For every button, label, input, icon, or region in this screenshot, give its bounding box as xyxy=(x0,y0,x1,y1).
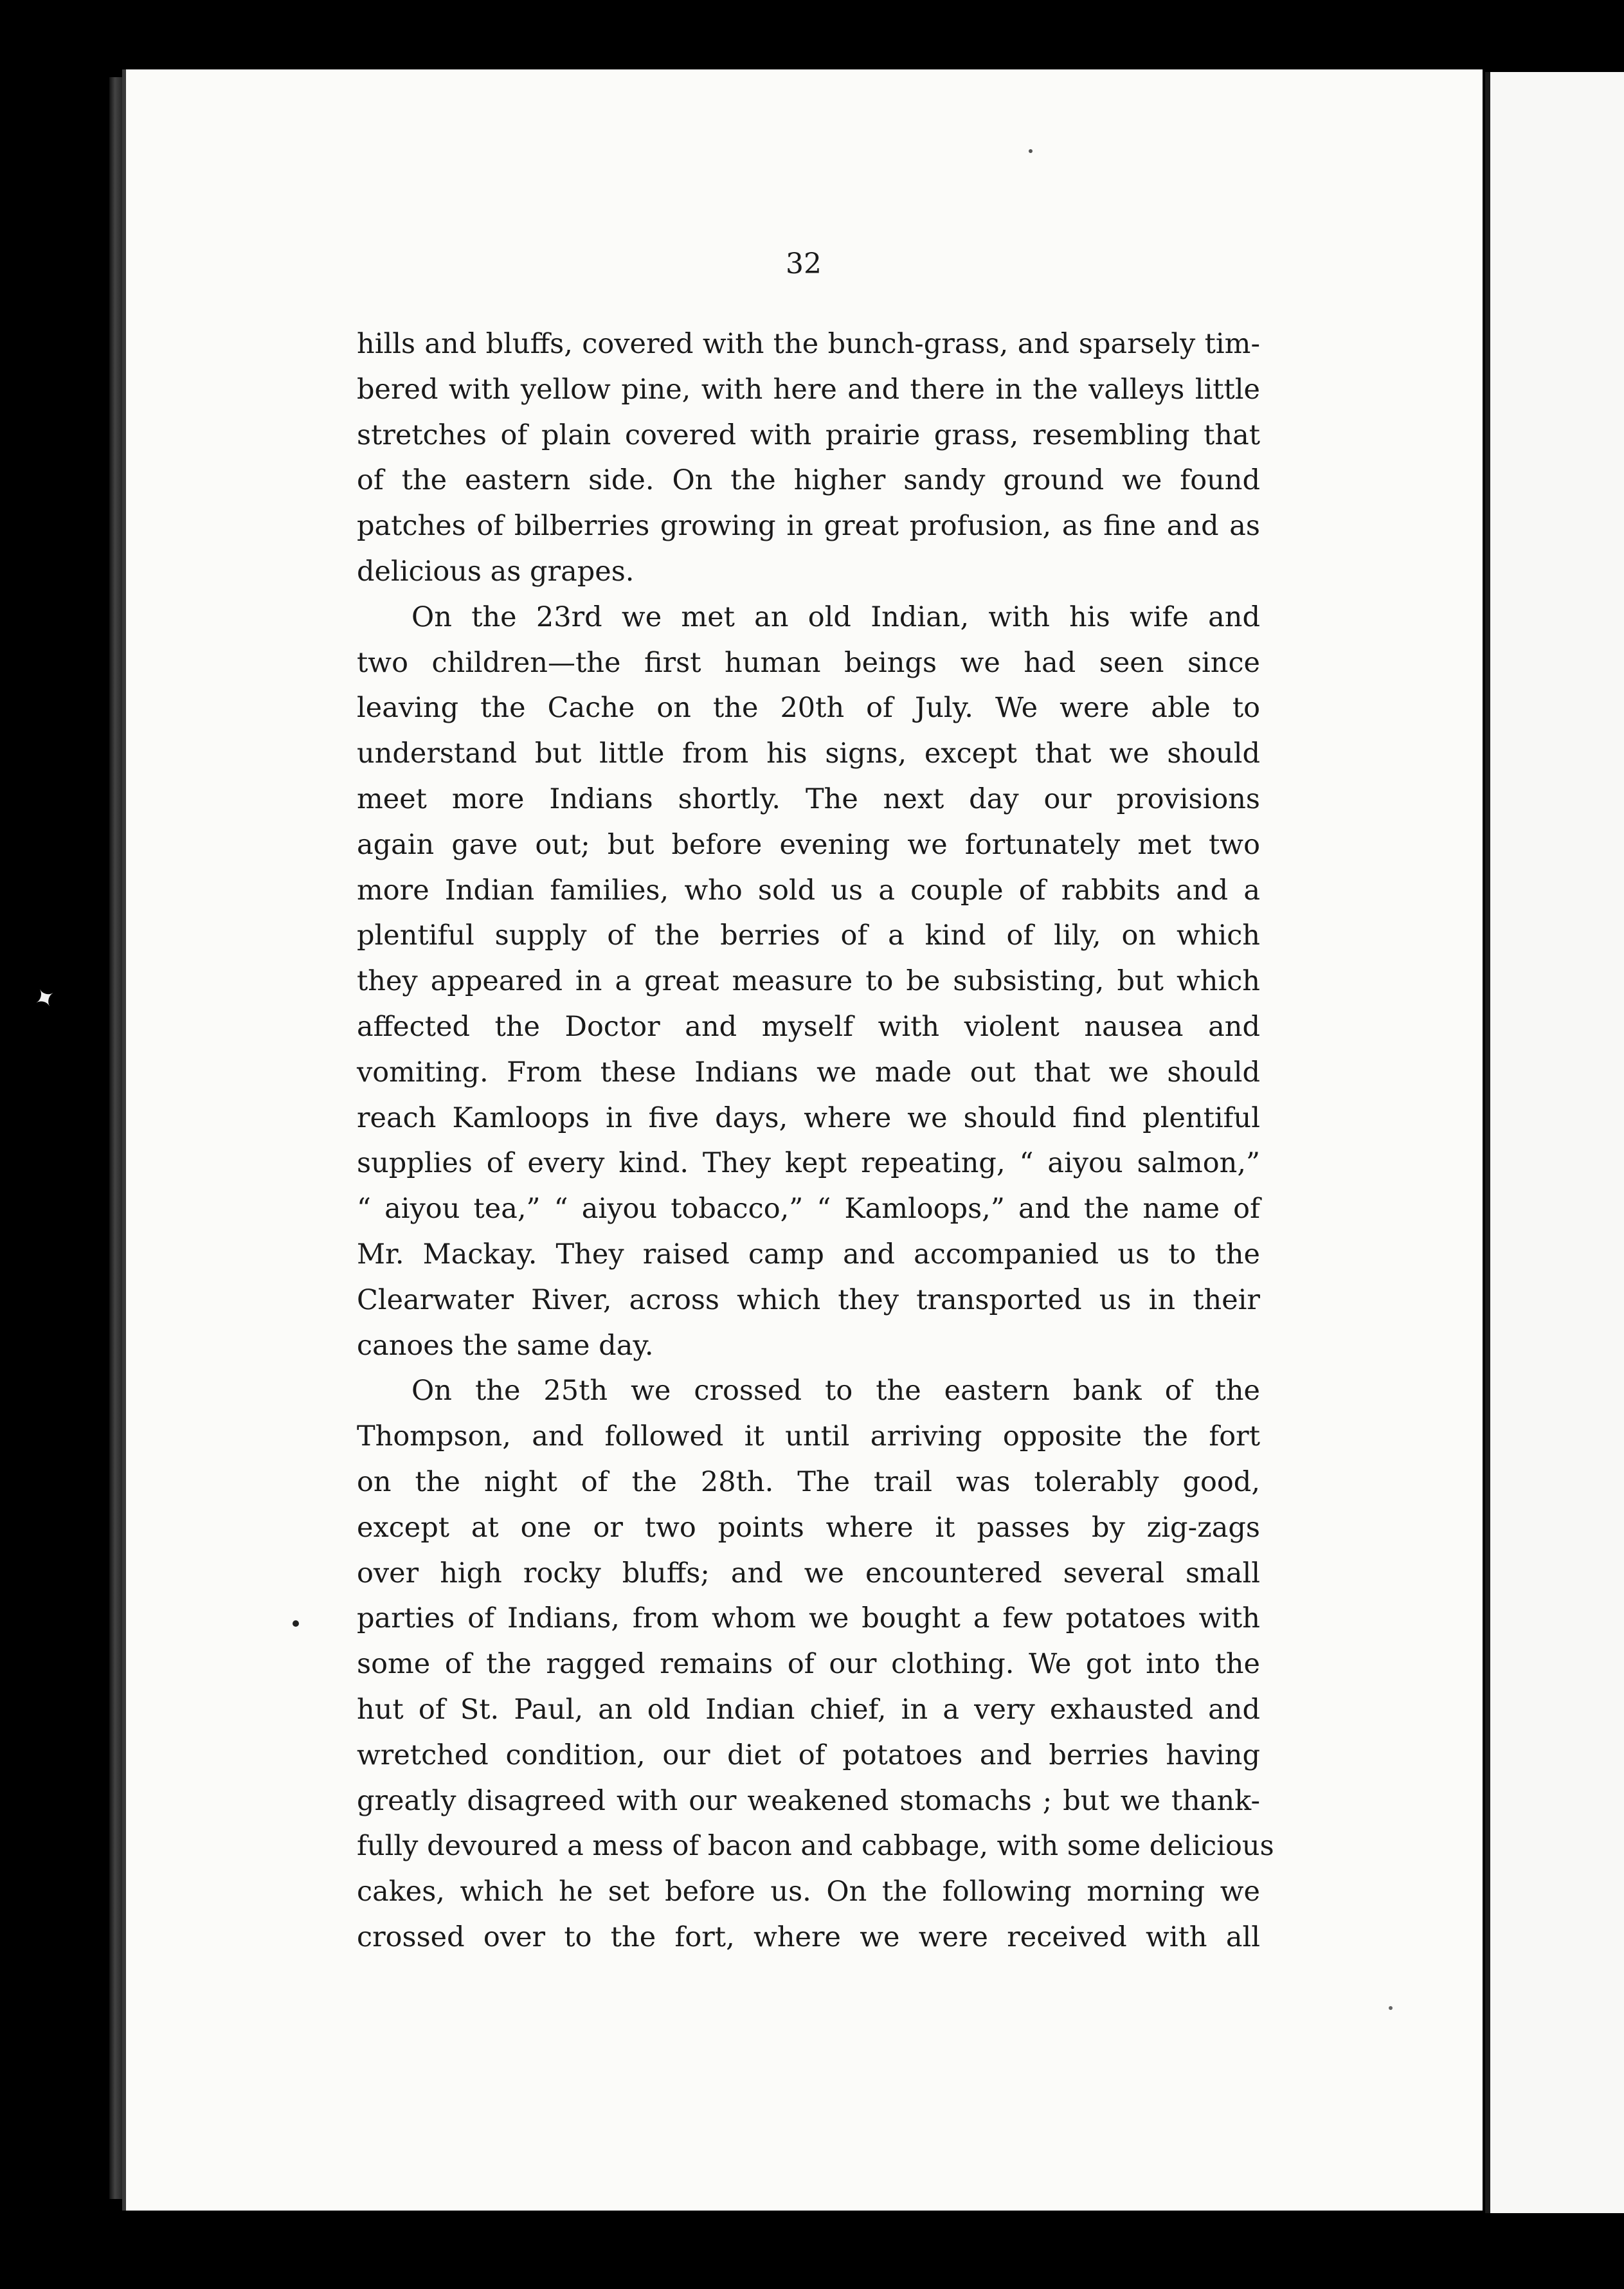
text-line: delicious as grapes. xyxy=(357,555,635,588)
paragraph-start-line: On the 25th we crossed to the eastern bank of the xyxy=(411,1375,1260,1407)
text-line: affected the Doctor and myself with violent nausea and xyxy=(357,1010,1260,1043)
top-dot-mark xyxy=(1029,149,1033,153)
text-line: “ aiyou tea,” “ aiyou tobacco,” “ Kamloops,” and the name of xyxy=(357,1193,1260,1226)
text-line: stretches of plain covered with prairie grass, resembling that xyxy=(357,419,1260,451)
text-line: canoes the same day. xyxy=(357,1329,654,1362)
text-line: except at one or two points where it passes by zig-zags xyxy=(357,1511,1260,1544)
facing-page-edge xyxy=(1485,72,1624,2213)
text-line: crossed over to the fort, where we were received with all xyxy=(357,1921,1260,1953)
text-line: two children—the first human beings we had seen since xyxy=(357,646,1260,679)
text-line: reach Kamloops in five days, where we should find plentiful xyxy=(357,1101,1260,1134)
text-line: Thompson, and followed it until arriving opposite the fort xyxy=(357,1420,1260,1453)
text-line: Clearwater River, across which they transported us in their xyxy=(357,1283,1260,1316)
text-line: hut of St. Paul, an old Indian chief, in a very exhausted and xyxy=(357,1693,1260,1726)
text-line: more Indian families, who sold us a couple of rabbits and a xyxy=(357,874,1260,907)
text-line: again gave out; but before evening we fortunately met two xyxy=(357,828,1260,861)
text-line: cakes, which he set before us. On the following morning we xyxy=(357,1876,1260,1908)
binding-shadow xyxy=(109,77,123,2199)
text-line: supplies of every kind. They kept repeating, “ aiyou salmon,” xyxy=(357,1147,1260,1180)
text-line: on the night of the 28th. The trail was tolerably good, xyxy=(357,1465,1260,1498)
text-line: of the eastern side. On the higher sandy ground we found xyxy=(357,464,1260,497)
text-line: meet more Indians shortly. The next day our provisions xyxy=(357,783,1260,815)
text-line: understand but little from his signs, except that we should xyxy=(357,737,1260,770)
text-line: over high rocky bluffs; and we encountered several small xyxy=(357,1557,1260,1589)
text-line: some of the ragged remains of our clothing. We got into the xyxy=(357,1648,1260,1681)
text-line: they appeared in a great measure to be subsisting, but which xyxy=(357,965,1260,998)
text-line: wretched condition, our diet of potatoes and berries having xyxy=(357,1739,1260,1771)
text-line: patches of bilberries growing in great profusion, as fine and as xyxy=(357,510,1260,543)
paragraph-start-line: On the 23rd we met an old Indian, with his wife and xyxy=(411,601,1260,633)
page-number: 32 xyxy=(786,248,822,280)
text-line: plentiful supply of the berries of a kind of lily, on which xyxy=(357,919,1260,952)
text-line: hills and bluffs, covered with the bunch-grass, and sparsely tim- xyxy=(357,328,1260,360)
text-line: bered with yellow pine, with here and there in the valleys little xyxy=(357,373,1260,406)
text-line: vomiting. From these Indians we made out that we should xyxy=(357,1056,1260,1089)
text-line: leaving the Cache on the 20th of July. We were able to xyxy=(357,692,1260,725)
text-line: parties of Indians, from whom we bought a few potatoes with xyxy=(357,1602,1260,1635)
margin-dot-mark xyxy=(293,1620,299,1627)
body-text xyxy=(357,321,1274,1960)
scan-speck-mark: ✦ xyxy=(28,980,62,1017)
text-line: greatly disagreed with our weakened stomachs ; but we thank- xyxy=(357,1784,1260,1817)
bottom-dot-mark xyxy=(1389,2006,1393,2010)
text-line: fully devoured a mess of bacon and cabbage, with some delicious xyxy=(357,1830,1274,1863)
text-line: Mr. Mackay. They raised camp and accompanied us to the xyxy=(357,1238,1260,1271)
